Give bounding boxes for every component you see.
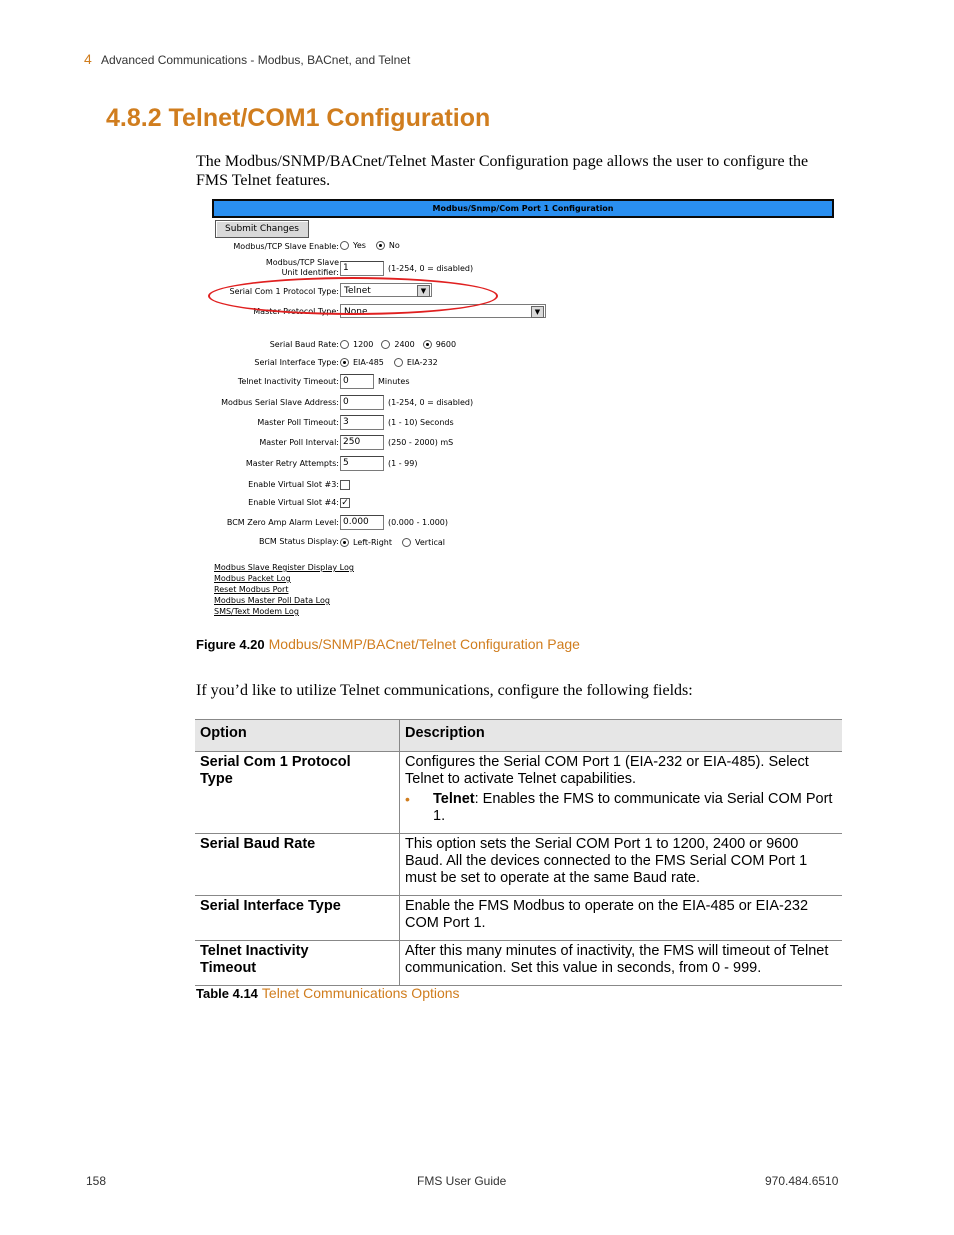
protocol-type-value: Telnet — [344, 286, 371, 296]
inactivity-label: Telnet Inactivity Timeout: — [237, 377, 339, 386]
bullet-content — [433, 791, 837, 825]
bcm-display-label: BCM Status Display: — [258, 537, 339, 546]
tcp-slave-enable-label: Modbus/TCP Slave Enable: — [233, 242, 339, 251]
log-links — [214, 562, 354, 617]
options-table — [195, 719, 842, 986]
baud-9600-radio[interactable] — [423, 340, 432, 349]
master-protocol-value: None — [344, 307, 368, 317]
option-cell: Serial Baud Rate — [195, 834, 400, 896]
bullet-term: Telnet — [433, 791, 475, 807]
figure-caption-text: Modbus/SNMP/BACnet/Telnet Configuration Page — [268, 636, 580, 652]
description-cell — [400, 752, 843, 834]
slot3-label: Enable Virtual Slot #3: — [248, 480, 339, 489]
description-cell: This option sets the Serial COM Port 1 to 1200, 2400 or 9600 Baud. All the devices connected to the FMS Serial COM Port 1 must be set to operate at the same Baud rate. — [400, 834, 843, 896]
bcm-alarm-control — [340, 515, 448, 530]
table-intro: If you’d like to utilize Telnet communications, configure the following fields: — [196, 682, 693, 699]
description-cell: After this many minutes of inactivity, the FMS will timeout of Telnet communication. Set this value in seconds, from 0 - 999. — [400, 941, 843, 986]
description-cell: Enable the FMS Modbus to operate on the EIA-485 or EIA-232 COM Port 1. — [400, 896, 843, 941]
protocol-type-label: Serial Com 1 Protocol Type: — [229, 287, 339, 296]
yes-label: Yes — [353, 241, 366, 250]
tcp-slave-unit-input[interactable]: 1 — [340, 261, 384, 276]
description-text: Configures the Serial COM Port 1 (EIA-232 or EIA-485). Select Telnet to activate Telnet capabilities. — [405, 754, 809, 787]
vertical-label: Vertical — [415, 538, 445, 547]
no-label: No — [388, 241, 400, 250]
figure-number: Figure 4.20 — [196, 637, 265, 652]
option-header: Option — [195, 720, 400, 752]
slot3-checkbox[interactable] — [340, 480, 350, 490]
option-cell: Telnet Inactivity Timeout — [195, 941, 400, 986]
tcp-slave-unit-control — [340, 261, 473, 276]
slot4-checkbox[interactable]: ✓ — [341, 498, 349, 508]
config-page-title: Modbus/Snmp/Com Port 1 Configuration — [212, 199, 834, 218]
highlight-ellipse — [208, 277, 498, 315]
eia485-label: EIA-485 — [353, 358, 384, 367]
description-header: Description — [400, 720, 843, 752]
slave-address-hint: (1-254, 0 = disabled) — [388, 398, 474, 407]
retry-control — [340, 456, 417, 471]
chevron-down-icon: ▼ — [531, 306, 544, 318]
tcp-slave-enable-control — [340, 241, 400, 250]
retry-input[interactable]: 5 — [340, 456, 384, 471]
chevron-down-icon: ▼ — [417, 285, 430, 297]
poll-timeout-control — [340, 415, 454, 430]
retry-hint: (1 - 99) — [388, 459, 418, 468]
poll-interval-control — [340, 435, 453, 450]
baud-1200-radio[interactable] — [340, 340, 349, 349]
table-row — [195, 752, 842, 834]
slave-address-control — [340, 395, 473, 410]
eia485-radio[interactable] — [340, 358, 349, 367]
option-cell: Serial Interface Type — [195, 896, 400, 941]
tcp-slave-no-radio[interactable] — [376, 241, 385, 250]
baud-1200-label: 1200 — [353, 340, 374, 349]
intro-paragraph: The Modbus/SNMP/BACnet/Telnet Master Configuration page allows the user to configure the FMS Telnet features. — [196, 153, 809, 189]
vertical-radio[interactable] — [402, 538, 411, 547]
tcp-slave-yes-radio[interactable] — [340, 241, 349, 250]
bcm-alarm-hint: (0.000 - 1.000) — [388, 518, 449, 527]
table-row — [195, 941, 842, 986]
interface-label: Serial Interface Type: — [254, 358, 339, 367]
table-caption-text: Telnet Communications Options — [261, 985, 460, 1001]
baud-label: Serial Baud Rate: — [269, 340, 339, 349]
table-header-row — [195, 720, 842, 752]
slave-address-label: Modbus Serial Slave Address: — [221, 398, 339, 407]
table-number: Table 4.14 — [196, 986, 258, 1001]
link-master-poll-log[interactable]: Modbus Master Poll Data Log — [214, 596, 330, 605]
footer-title: FMS User Guide — [417, 1174, 507, 1188]
chapter-number: 4 — [84, 51, 92, 67]
footer-phone: 970.484.6510 — [765, 1174, 839, 1188]
left-right-radio[interactable] — [340, 538, 349, 547]
poll-timeout-label: Master Poll Timeout: — [257, 418, 339, 427]
baud-9600-label: 9600 — [435, 340, 457, 349]
bullet-text: : Enables the FMS to communicate via Serial COM Port 1. — [433, 791, 833, 824]
interface-control — [340, 358, 438, 367]
bcm-alarm-label: BCM Zero Amp Alarm Level: — [226, 518, 339, 527]
baud-2400-radio[interactable] — [381, 340, 390, 349]
poll-timeout-hint: (1 - 10) Seconds — [388, 418, 454, 427]
submit-changes-button[interactable]: Submit Changes — [215, 220, 309, 238]
table-row — [195, 896, 842, 941]
chapter-title: Advanced Communications - Modbus, BACnet, and Telnet — [101, 53, 411, 67]
slot3-control — [340, 480, 350, 490]
link-packet-log[interactable]: Modbus Packet Log — [214, 574, 291, 583]
eia232-radio[interactable] — [394, 358, 403, 367]
poll-interval-input[interactable]: 250 — [340, 435, 384, 450]
table-row — [195, 834, 842, 896]
inactivity-control — [340, 374, 410, 389]
inactivity-hint: Minutes — [378, 377, 410, 386]
slave-address-input[interactable]: 0 — [340, 395, 384, 410]
page-number: 158 — [86, 1174, 107, 1188]
bullet-icon: • — [405, 791, 410, 807]
bullet-item — [405, 791, 837, 825]
link-slave-register-log[interactable]: Modbus Slave Register Display Log — [214, 563, 354, 572]
table-caption — [196, 985, 460, 1001]
slot4-label: Enable Virtual Slot #4: — [248, 498, 339, 507]
baud-2400-label: 2400 — [394, 340, 415, 349]
left-right-label: Left-Right — [353, 538, 393, 547]
master-protocol-label: Master Protocol Type: — [253, 307, 339, 316]
bcm-display-control — [340, 538, 445, 547]
link-sms-modem-log[interactable]: SMS/Text Modem Log — [214, 607, 299, 616]
slot4-control — [340, 498, 350, 508]
poll-timeout-input[interactable]: 3 — [340, 415, 384, 430]
option-cell: Serial Com 1 Protocol Type — [195, 752, 400, 834]
eia232-label: EIA-232 — [406, 358, 438, 367]
section-title: 4.8.2 Telnet/COM1 Configuration — [106, 104, 491, 132]
poll-interval-label: Master Poll Interval: — [259, 438, 339, 447]
tcp-slave-unit-hint: (1-254, 0 = disabled) — [388, 264, 474, 273]
link-reset-port[interactable]: Reset Modbus Port — [214, 585, 289, 594]
config-screenshot — [212, 199, 836, 619]
figure-caption — [196, 636, 580, 652]
inactivity-input[interactable]: 0 — [340, 374, 374, 389]
tcp-slave-unit-label: Modbus/TCP Slave Unit Identifier: — [265, 258, 339, 277]
poll-interval-hint: (250 - 2000) mS — [388, 438, 454, 447]
retry-label: Master Retry Attempts: — [245, 459, 339, 468]
bcm-alarm-input[interactable]: 0.000 — [340, 515, 384, 530]
baud-control — [340, 340, 456, 349]
